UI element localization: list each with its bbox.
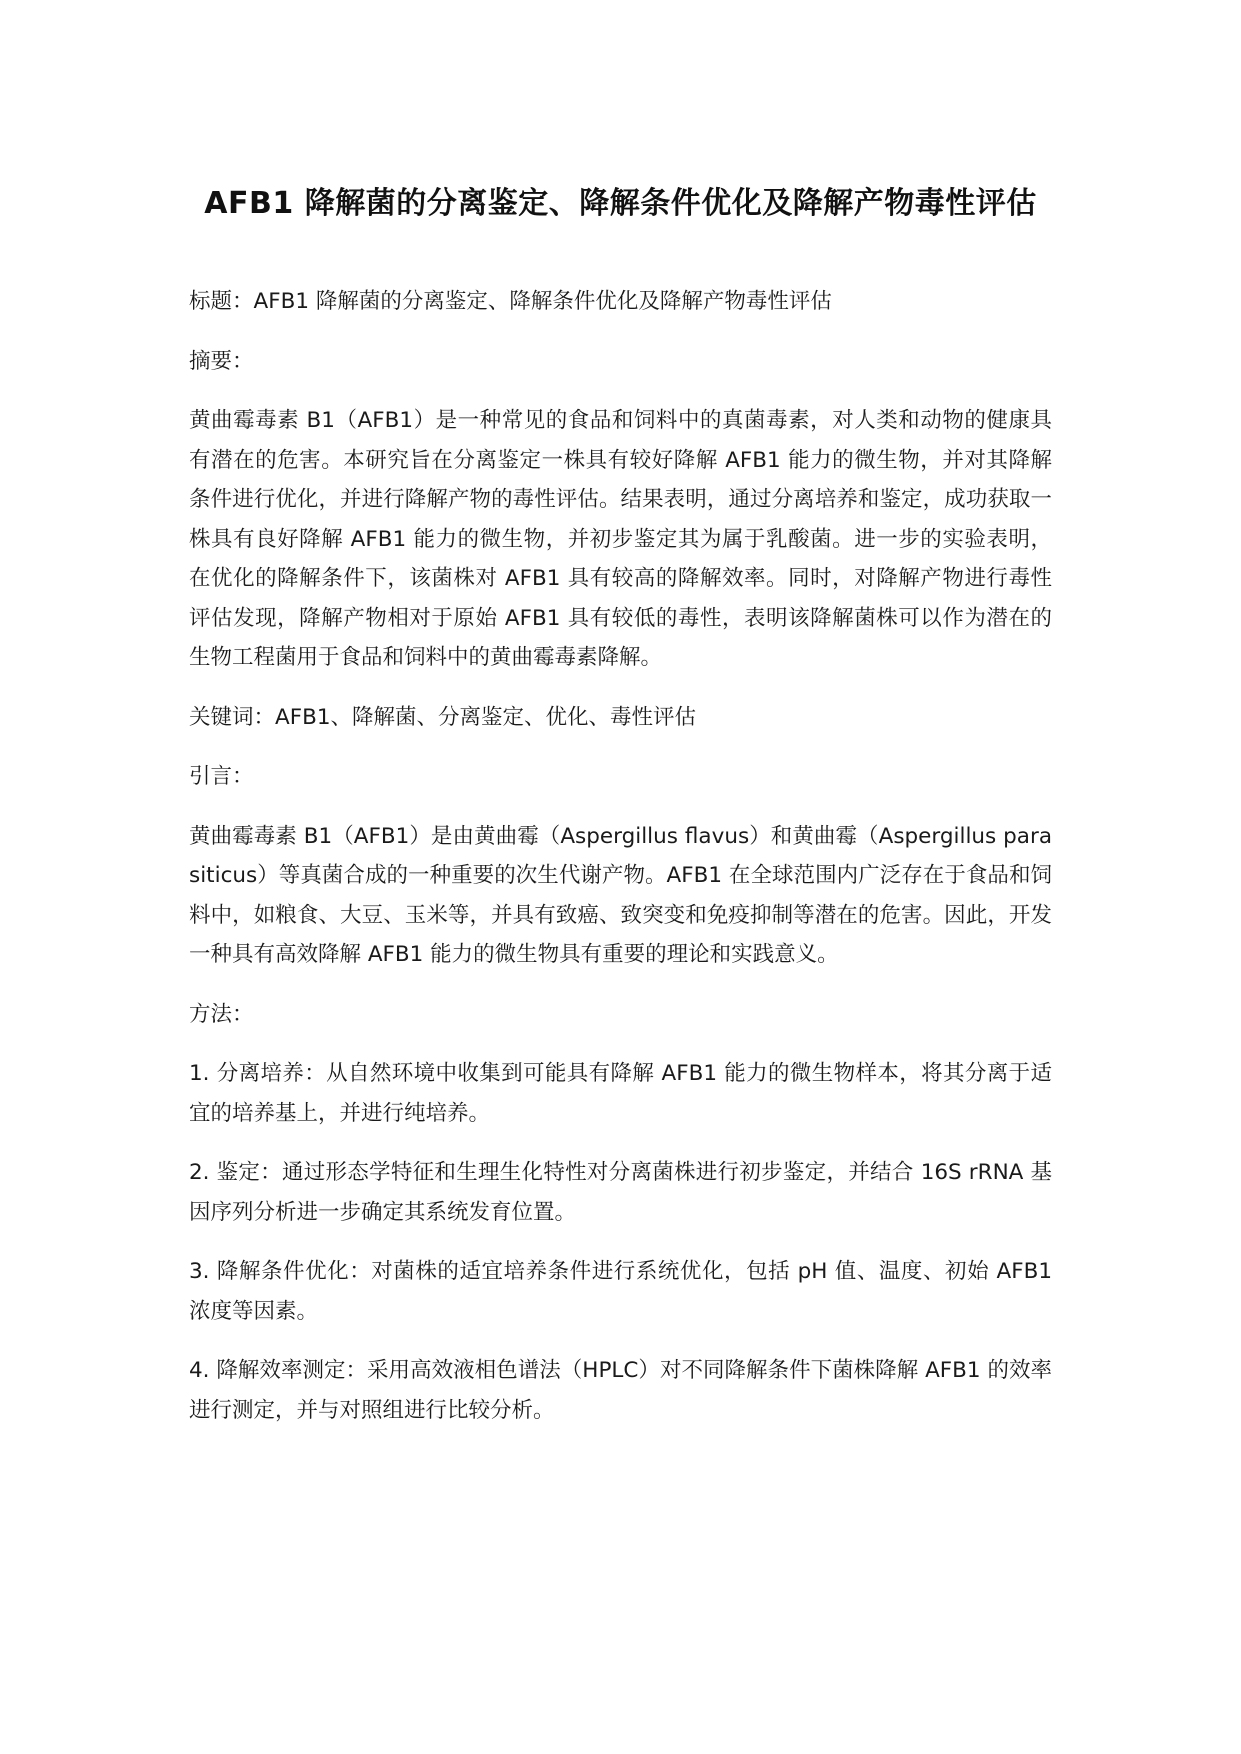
title-line: 标题：AFB1 降解菌的分离鉴定、降解条件优化及降解产物毒性评估 bbox=[189, 289, 832, 314]
method-item-efficiency: 4. 降解效率测定：采用高效液相色谱法（HPLC）对不同降解条件下菌株降解 AFB1 的效率进行测定，并与对照组进行比较分析。 bbox=[189, 1358, 1052, 1423]
abstract-paragraph: 黄曲霉毒素 B1（AFB1）是一种常见的食品和饲料中的真菌毒素，对人类和动物的健康具有潜在的危害。本研究旨在分离鉴定一株具有较好降解 AFB1 能力的微生物，并对其降解条件进行优化，并进行降解产物的毒性评估。结果表明，通过分离培养和鉴定，成功获取一株具有良好降解 AFB1 能力的微生物，并初步鉴定其为属于乳酸菌。进一步的实验表明，在优化的降解条件下，该菌株对 AFB1 具有较高的降解效率。同时，对降解产物进行毒性评估发现，降解产物相对于原始 AFB1 具有较低的毒性，表明该降解菌株可以作为潜在的生物工程菌用于食品和饲料中的黄曲霉毒素降解。 bbox=[189, 408, 1052, 670]
keywords-line: 关键词：AFB1、降解菌、分离鉴定、优化、毒性评估 bbox=[189, 704, 697, 730]
method-item-optimization: 3. 降解条件优化：对菌株的适宜培养条件进行系统优化，包括 pH 值、温度、初始 AFB1 浓度等因素。 bbox=[189, 1259, 1052, 1324]
document-title: AFB1 降解菌的分离鉴定、降解条件优化及降解产物毒性评估 bbox=[204, 186, 1037, 221]
document-body bbox=[189, 282, 1052, 1430]
method-item-isolation: 1. 分离培养：从自然环境中收集到可能具有降解 AFB1 能力的微生物样本，将其分离于适宜的培养基上，并进行纯培养。 bbox=[189, 1061, 1052, 1126]
methods-heading: 方法： bbox=[189, 1001, 254, 1027]
method-item-identification: 2. 鉴定：通过形态学特征和生理生化特性对分离菌株进行初步鉴定，并结合 16S rRNA 基因序列分析进一步确定其系统发育位置。 bbox=[189, 1160, 1052, 1225]
introduction-heading: 引言： bbox=[189, 764, 254, 789]
introduction-paragraph: 黄曲霉毒素 B1（AFB1）是由黄曲霉（Aspergillus flavus）和黄曲霉（Aspergillus parasiticus）等真菌合成的一种重要的次生代谢产物。AFB1 在全球范围内广泛存在于食品和饲料中，如粮食、大豆、玉米等，并具有致癌、致突变和免疫抑制等潜在的危害。因此，开发一种具有高效降解 AFB1 能力的微生物具有重要的理论和实践意义。 bbox=[189, 823, 1052, 967]
abstract-heading: 摘要： bbox=[189, 348, 254, 374]
